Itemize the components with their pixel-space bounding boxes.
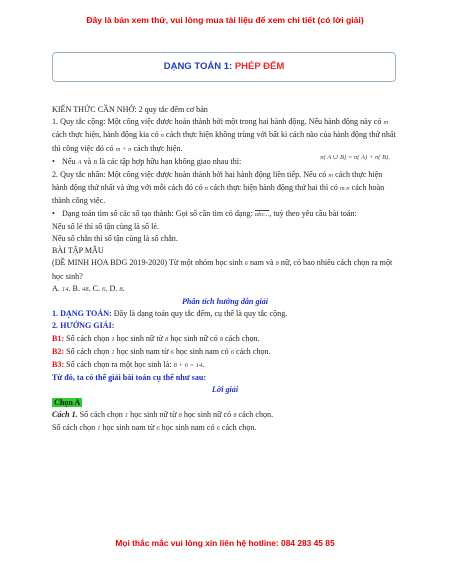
section-title-topic: PHÉP ĐẾM (234, 61, 285, 72)
analysis-heading: Phân tích hướng dẫn giải (181, 297, 269, 307)
question-text: (ĐỀ MINH HỌA BDG 2019-2020) Từ một nhóm học sinh 6 nam và 8 nữ, có bao nhiêu cách chọn ra một học sinh? (52, 258, 393, 281)
set-union-bullet: • Nếu A và B là các tập hợp hữu hạn không giao nhau thì: n( A ∪ B) = n( A) + n( B). (52, 156, 398, 169)
exercise-heading: BÀI TẬP MẪU (52, 246, 104, 256)
preview-notice: Đây là bản xem thử, vui lòng mua tài liệu để xem chi tiết (có lời giải) (86, 15, 364, 25)
solution-way1-boys: Số cách chọn 1 học sinh nam từ 6 học sinh nam có 6 cách chọn. (52, 423, 257, 433)
section-title-box (52, 52, 396, 82)
step-approach: 2. HƯỚNG GIẢI: (52, 321, 115, 331)
section-title-prefix: DẠNG TOÁN 1: (163, 61, 235, 72)
document-body (52, 104, 398, 435)
bullet-dot: • (52, 156, 55, 166)
rule-multiplication: 2. Quy tắc nhân: Một công việc được hoàn thành bởi hai hành động liên tiếp. Nếu có m cách thực hiện hành động thứ nhất và ứng với mỗi cách đó có n cách thực hiện hành động thứ hai thì có m.n cách hoàn thành công việc. (52, 170, 385, 206)
step-b2: B2: Số cách chọn 1 học sinh nam từ 6 học sinh nam có 6 cách chọn. (52, 346, 271, 356)
union-formula: n( A ∪ B) = n( A) + n( B). (320, 153, 390, 161)
answer-options: A. 14. B. 48. C. 6. D. 8. (52, 283, 125, 293)
bullet-dot: • (52, 208, 55, 218)
chosen-answer-badge: Chọn A (54, 397, 81, 407)
step-b3: B3: Số cách chọn ra một học sinh là: 8 + 6 = 14. (52, 360, 205, 370)
answer-choice (52, 397, 398, 409)
intro-heading: KIẾN THỨC CẦN NHỚ: 2 quy tắc đếm cơ bản (52, 105, 208, 114)
even-rule: Nếu số chẵn thì số tận cùng là số chẵn. (52, 234, 178, 244)
solution-way1: Cách 1. Số cách chọn 1 học sinh nữ từ 8 học sinh nữ có 8 cách chọn. (52, 409, 274, 419)
rule-addition: 1. Quy tắc cộng: Một công việc được hoàn thành bởi một trong hai hành động. Nếu hành động này có m cách thực hiện, hành động kia có n cách thực hiện không trùng với bất kì cách nào của hành động thứ nhất thì công việc đó có m + n cách thực hiện. (52, 117, 396, 153)
number-form-bullet: • Dạng toán tìm số các số tạo thành: Gọi số cần tìm có dạng: abc..., tuỳ theo yêu cầu bài toán: (52, 208, 398, 221)
conclusion-text: Từ đó, ta có thể giải bài toán cụ thể như sau: (52, 373, 207, 383)
solution-heading: Lời giải (211, 385, 239, 395)
hotline-footer: Mọi thắc mắc vui lòng xin liên hệ hotline: 084 283 45 85 (115, 538, 335, 548)
step-b1: B1: Số cách chọn 1 học sinh nữ từ 8 học sinh nữ có 8 cách chọn. (52, 333, 260, 343)
step-problem-type: 1. DẠNG TOÁN: Đây là dạng toán quy tắc đếm, cụ thể là quy tắc cộng. (52, 309, 288, 319)
odd-rule: Nếu số lẻ thì số tận cùng là số lẻ. (52, 221, 159, 231)
section-title (53, 61, 395, 72)
